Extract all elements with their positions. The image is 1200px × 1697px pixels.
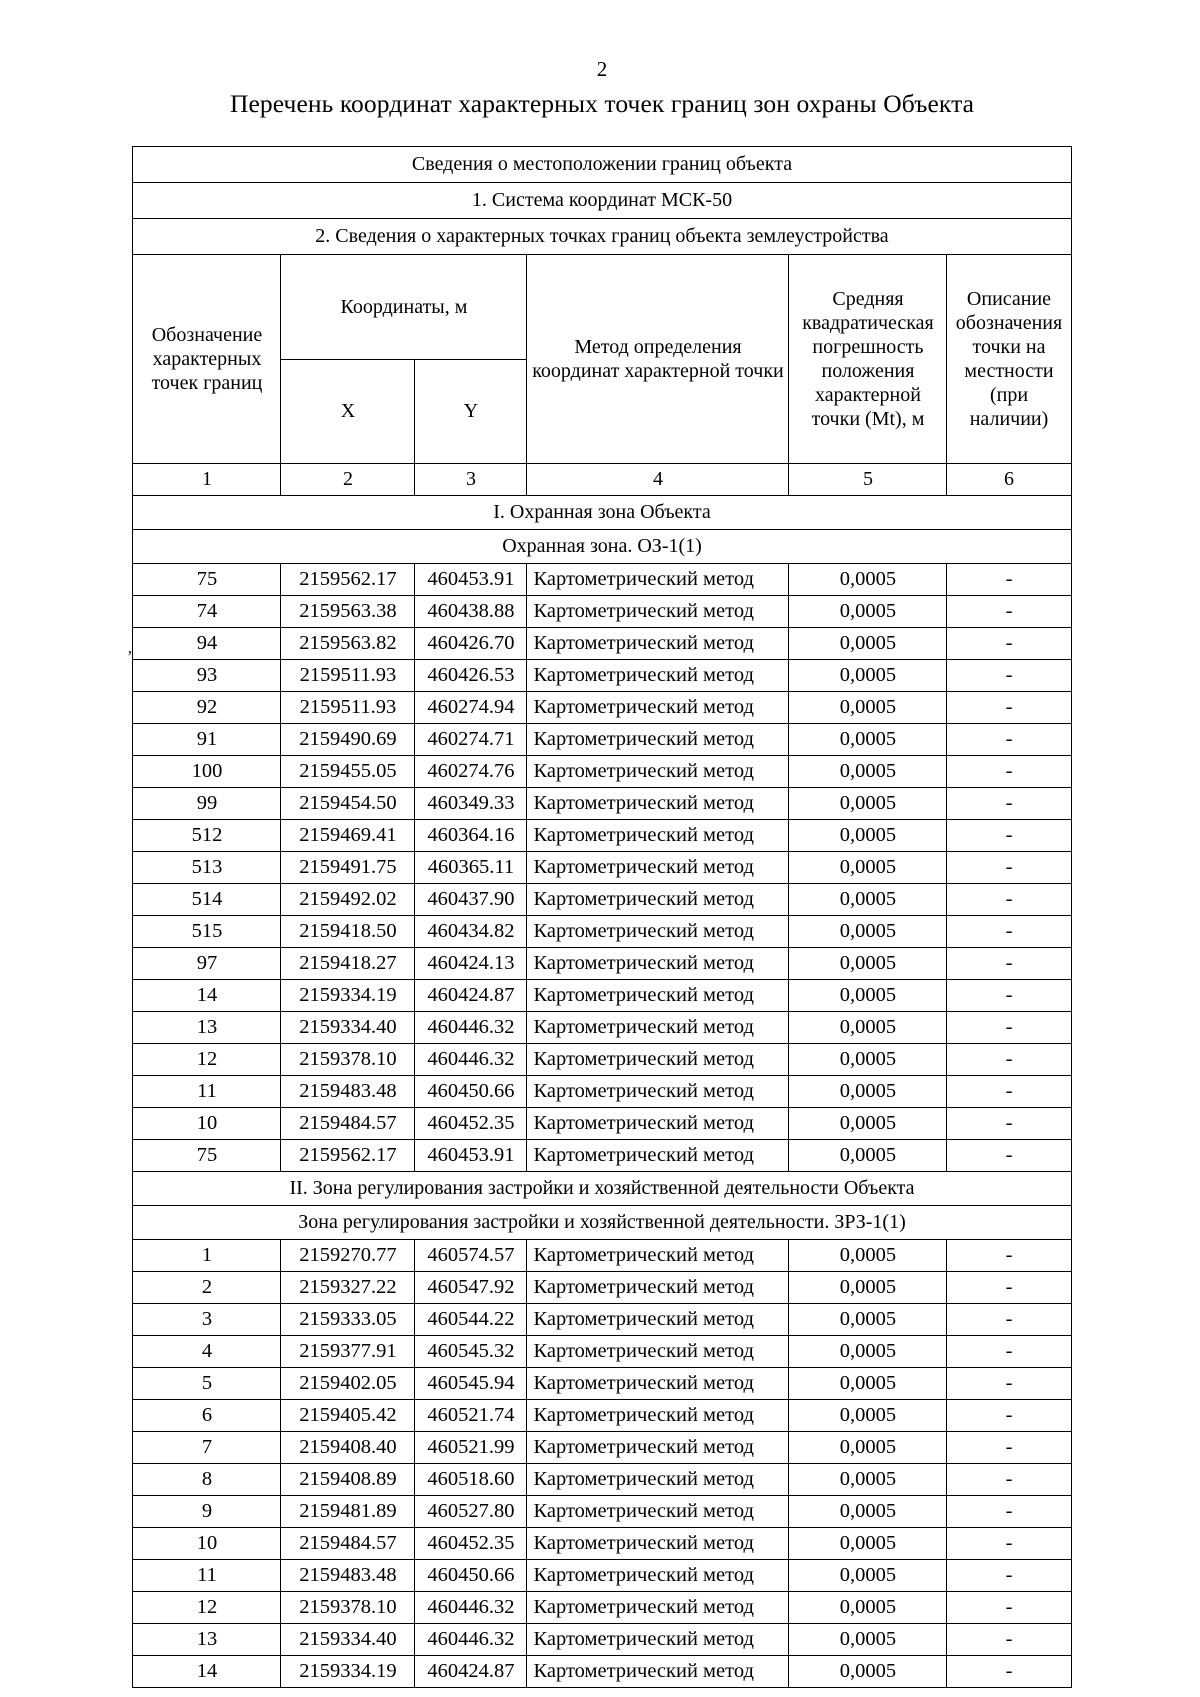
table-row: [133, 884, 1071, 916]
coordinate-x: 2159563.82: [281, 628, 415, 660]
point-description: -: [947, 1044, 1071, 1076]
mean-square-error: 0,0005: [789, 1464, 947, 1496]
coordinate-y: 460453.91: [415, 564, 527, 596]
mean-square-error: 0,0005: [789, 1432, 947, 1464]
point-designation: 10: [133, 1108, 281, 1140]
mean-square-error: 0,0005: [789, 980, 947, 1012]
header-point-designation: Обозначение характерных точек границ: [133, 255, 281, 464]
coordinate-x: 2159402.05: [281, 1368, 415, 1400]
table-row: [133, 948, 1071, 980]
mean-square-error: 0,0005: [789, 1336, 947, 1368]
point-description: -: [947, 1304, 1071, 1336]
coordinate-y: 460364.16: [415, 820, 527, 852]
coordinate-y: 460434.82: [415, 916, 527, 948]
band-row-coordinate-system: [133, 183, 1071, 219]
mean-square-error: 0,0005: [789, 564, 947, 596]
table-row: [133, 564, 1071, 596]
point-description: -: [947, 1076, 1071, 1108]
coordinate-x: 2159483.48: [281, 1076, 415, 1108]
table-row: [133, 1272, 1071, 1304]
table-row: [133, 692, 1071, 724]
table-row: [133, 1336, 1071, 1368]
column-number-2: 2: [281, 464, 415, 496]
coordinate-y: 460426.70: [415, 628, 527, 660]
coordinate-x: 2159484.57: [281, 1108, 415, 1140]
table-row: [133, 788, 1071, 820]
column-number-row: [133, 464, 1071, 496]
section-band-row: [133, 496, 1071, 530]
determination-method: Картометрический метод: [527, 596, 789, 628]
coordinate-y: 460453.91: [415, 1140, 527, 1172]
point-designation: 75: [133, 564, 281, 596]
point-description: -: [947, 1464, 1071, 1496]
coordinate-x: 2159334.40: [281, 1624, 415, 1656]
point-description: -: [947, 1400, 1071, 1432]
table-row: [133, 1108, 1071, 1140]
coordinate-y: 460527.80: [415, 1496, 527, 1528]
coordinate-y: 460450.66: [415, 1560, 527, 1592]
point-description: -: [947, 628, 1071, 660]
coordinate-x: 2159491.75: [281, 852, 415, 884]
coordinate-y: 460438.88: [415, 596, 527, 628]
determination-method: Картометрический метод: [527, 916, 789, 948]
point-designation: 10: [133, 1528, 281, 1560]
point-designation: 9: [133, 1496, 281, 1528]
table-row: [133, 1496, 1071, 1528]
mean-square-error: 0,0005: [789, 660, 947, 692]
coordinate-y: 460426.53: [415, 660, 527, 692]
mean-square-error: 0,0005: [789, 1624, 947, 1656]
mean-square-error: 0,0005: [789, 1400, 947, 1432]
mean-square-error: 0,0005: [789, 1012, 947, 1044]
coordinate-x: 2159408.89: [281, 1464, 415, 1496]
point-description: -: [947, 1336, 1071, 1368]
coordinate-y: 460452.35: [415, 1528, 527, 1560]
coordinate-x: 2159455.05: [281, 756, 415, 788]
point-designation: 94: [133, 628, 281, 660]
zone-band-row: [133, 530, 1071, 564]
determination-method: Картометрический метод: [527, 1272, 789, 1304]
determination-method: Картометрический метод: [527, 884, 789, 916]
point-description: -: [947, 1528, 1071, 1560]
header-mean-square-error: Средняя квадратическая погрешность положения характерной точки (Mt), м: [789, 255, 947, 464]
table-row: [133, 1528, 1071, 1560]
section-band-row: [133, 1172, 1071, 1206]
coordinate-y: 460437.90: [415, 884, 527, 916]
coordinate-y: 460450.66: [415, 1076, 527, 1108]
sections-body: [133, 496, 1071, 1688]
point-description: -: [947, 1592, 1071, 1624]
table-row: [133, 1400, 1071, 1432]
coordinate-x: 2159334.19: [281, 1656, 415, 1688]
coordinate-x: 2159481.89: [281, 1496, 415, 1528]
coordinate-y: 460274.94: [415, 692, 527, 724]
point-description: -: [947, 596, 1071, 628]
mean-square-error: 0,0005: [789, 1140, 947, 1172]
point-description: -: [947, 916, 1071, 948]
mean-square-error: 0,0005: [789, 1304, 947, 1336]
mean-square-error: 0,0005: [789, 1592, 947, 1624]
coordinate-y: 460545.94: [415, 1368, 527, 1400]
table-row: [133, 756, 1071, 788]
point-designation: 92: [133, 692, 281, 724]
stray-ink-mark: ’: [127, 647, 133, 666]
point-description: -: [947, 1432, 1071, 1464]
point-designation: 514: [133, 884, 281, 916]
table-row: [133, 1432, 1071, 1464]
point-description: -: [947, 948, 1071, 980]
point-designation: 4: [133, 1336, 281, 1368]
determination-method: Картометрический метод: [527, 1624, 789, 1656]
point-description: -: [947, 820, 1071, 852]
determination-method: Картометрический метод: [527, 1592, 789, 1624]
point-designation: 513: [133, 852, 281, 884]
table-row: [133, 1304, 1071, 1336]
coordinate-x: 2159562.17: [281, 564, 415, 596]
coordinate-y: 460452.35: [415, 1108, 527, 1140]
coordinate-x: 2159405.42: [281, 1400, 415, 1432]
coordinate-x: 2159511.93: [281, 660, 415, 692]
mean-square-error: 0,0005: [789, 596, 947, 628]
coordinate-x: 2159418.50: [281, 916, 415, 948]
coordinate-y: 460521.99: [415, 1432, 527, 1464]
point-description: -: [947, 788, 1071, 820]
coordinate-x: 2159270.77: [281, 1240, 415, 1272]
mean-square-error: 0,0005: [789, 948, 947, 980]
coordinate-x: 2159378.10: [281, 1044, 415, 1076]
determination-method: Картометрический метод: [527, 1108, 789, 1140]
point-description: -: [947, 1624, 1071, 1656]
point-description: -: [947, 1272, 1071, 1304]
coordinate-y: 460274.76: [415, 756, 527, 788]
determination-method: Картометрический метод: [527, 660, 789, 692]
column-number-6: 6: [947, 464, 1071, 496]
point-designation: 75: [133, 1140, 281, 1172]
mean-square-error: 0,0005: [789, 1560, 947, 1592]
mean-square-error: 0,0005: [789, 820, 947, 852]
coordinate-x: 2159562.17: [281, 1140, 415, 1172]
determination-method: Картометрический метод: [527, 1656, 789, 1688]
coordinate-x: 2159511.93: [281, 692, 415, 724]
point-description: -: [947, 756, 1071, 788]
coordinate-x: 2159454.50: [281, 788, 415, 820]
coordinates-table: [132, 146, 1071, 1688]
determination-method: Картометрический метод: [527, 1432, 789, 1464]
coordinate-x: 2159484.57: [281, 1528, 415, 1560]
coordinate-y: 460446.32: [415, 1044, 527, 1076]
point-designation: 99: [133, 788, 281, 820]
point-designation: 12: [133, 1044, 281, 1076]
header-x: X: [281, 359, 415, 464]
mean-square-error: 0,0005: [789, 1076, 947, 1108]
table-row: [133, 1076, 1071, 1108]
coordinate-y: 460574.57: [415, 1240, 527, 1272]
zone-title: Зона регулирования застройки и хозяйственной деятельности. ЗРЗ-1(1): [133, 1206, 1071, 1240]
section-title: II. Зона регулирования застройки и хозяйственной деятельности Объекта: [133, 1172, 1071, 1206]
coordinate-y: 460424.13: [415, 948, 527, 980]
determination-method: Картометрический метод: [527, 1240, 789, 1272]
coordinate-y: 460545.32: [415, 1336, 527, 1368]
point-description: -: [947, 1140, 1071, 1172]
point-description: -: [947, 884, 1071, 916]
determination-method: Картометрический метод: [527, 1076, 789, 1108]
mean-square-error: 0,0005: [789, 628, 947, 660]
table-row: [133, 660, 1071, 692]
point-designation: 512: [133, 820, 281, 852]
coordinate-y: 460446.32: [415, 1012, 527, 1044]
table-row: [133, 1624, 1071, 1656]
header-method: Метод определения координат характерной точки: [527, 255, 789, 464]
band-object-location: Сведения о местоположении границ объекта: [133, 147, 1071, 183]
coordinate-x: 2159327.22: [281, 1272, 415, 1304]
mean-square-error: 0,0005: [789, 692, 947, 724]
band-row-object-location: [133, 147, 1071, 183]
table-row: [133, 916, 1071, 948]
table-row: [133, 628, 1071, 660]
determination-method: Картометрический метод: [527, 564, 789, 596]
table-row: [133, 1012, 1071, 1044]
point-designation: 3: [133, 1304, 281, 1336]
determination-method: Картометрический метод: [527, 1368, 789, 1400]
mean-square-error: 0,0005: [789, 1368, 947, 1400]
band-coordinate-system: 1. Система координат МСК-50: [133, 183, 1071, 219]
table-row: [133, 1240, 1071, 1272]
point-description: -: [947, 1108, 1071, 1140]
table-row: [133, 1368, 1071, 1400]
point-description: -: [947, 1368, 1071, 1400]
coordinate-x: 2159333.05: [281, 1304, 415, 1336]
coordinate-x: 2159408.40: [281, 1432, 415, 1464]
zone-band-row: [133, 1206, 1071, 1240]
point-designation: 11: [133, 1560, 281, 1592]
determination-method: Картометрический метод: [527, 1304, 789, 1336]
point-description: -: [947, 724, 1071, 756]
coordinate-y: 460424.87: [415, 980, 527, 1012]
point-designation: 2: [133, 1272, 281, 1304]
band-row-points-info: [133, 219, 1071, 255]
coordinate-x: 2159483.48: [281, 1560, 415, 1592]
point-designation: 5: [133, 1368, 281, 1400]
coordinate-y: 460544.22: [415, 1304, 527, 1336]
determination-method: Картометрический метод: [527, 724, 789, 756]
mean-square-error: 0,0005: [789, 852, 947, 884]
coordinate-x: 2159334.19: [281, 980, 415, 1012]
table-row: [133, 1044, 1071, 1076]
point-designation: 14: [133, 1656, 281, 1688]
table-row: [133, 1140, 1071, 1172]
coordinate-y: 460274.71: [415, 724, 527, 756]
determination-method: Картометрический метод: [527, 1140, 789, 1172]
table-row: [133, 1560, 1071, 1592]
mean-square-error: 0,0005: [789, 884, 947, 916]
point-designation: 12: [133, 1592, 281, 1624]
point-designation: 515: [133, 916, 281, 948]
mean-square-error: 0,0005: [789, 1240, 947, 1272]
determination-method: Картометрический метод: [527, 628, 789, 660]
mean-square-error: 0,0005: [789, 788, 947, 820]
table-row: [133, 820, 1071, 852]
point-designation: 93: [133, 660, 281, 692]
point-description: -: [947, 660, 1071, 692]
table-row: [133, 1592, 1071, 1624]
point-description: -: [947, 564, 1071, 596]
point-designation: 1: [133, 1240, 281, 1272]
coordinate-x: 2159378.10: [281, 1592, 415, 1624]
coordinate-x: 2159377.91: [281, 1336, 415, 1368]
determination-method: Картометрический метод: [527, 980, 789, 1012]
column-number-1: 1: [133, 464, 281, 496]
mean-square-error: 0,0005: [789, 724, 947, 756]
coordinate-y: 460446.32: [415, 1592, 527, 1624]
column-number-4: 4: [527, 464, 789, 496]
point-designation: 74: [133, 596, 281, 628]
page-number: 2: [596, 57, 608, 81]
determination-method: Картометрический метод: [527, 756, 789, 788]
coordinate-y: 460349.33: [415, 788, 527, 820]
point-designation: 13: [133, 1624, 281, 1656]
point-designation: 7: [133, 1432, 281, 1464]
coordinate-y: 460521.74: [415, 1400, 527, 1432]
point-designation: 97: [133, 948, 281, 980]
determination-method: Картометрический метод: [527, 788, 789, 820]
point-description: -: [947, 852, 1071, 884]
determination-method: Картометрический метод: [527, 948, 789, 980]
point-description: -: [947, 1240, 1071, 1272]
determination-method: Картометрический метод: [527, 820, 789, 852]
coordinate-x: 2159490.69: [281, 724, 415, 756]
point-description: -: [947, 1496, 1071, 1528]
coordinate-x: 2159334.40: [281, 1012, 415, 1044]
table-row: [133, 724, 1071, 756]
header-coordinates-group: Координаты, м: [281, 255, 527, 360]
coordinate-y: 460365.11: [415, 852, 527, 884]
coordinate-x: 2159563.38: [281, 596, 415, 628]
mean-square-error: 0,0005: [789, 1044, 947, 1076]
column-number-3: 3: [415, 464, 527, 496]
determination-method: Картометрический метод: [527, 1528, 789, 1560]
mean-square-error: 0,0005: [789, 1656, 947, 1688]
point-designation: 6: [133, 1400, 281, 1432]
table-row: [133, 980, 1071, 1012]
point-description: -: [947, 1656, 1071, 1688]
determination-method: Картометрический метод: [527, 1012, 789, 1044]
page-title: Перечень координат характерных точек границ зон охраны Объекта: [229, 89, 975, 118]
point-description: -: [947, 1012, 1071, 1044]
zone-title: Охранная зона. ОЗ-1(1): [133, 530, 1071, 564]
point-designation: 91: [133, 724, 281, 756]
header-y: Y: [415, 359, 527, 464]
table-row: [133, 596, 1071, 628]
determination-method: Картометрический метод: [527, 1336, 789, 1368]
determination-method: Картометрический метод: [527, 1464, 789, 1496]
point-description: -: [947, 1560, 1071, 1592]
determination-method: Картометрический метод: [527, 1496, 789, 1528]
coordinate-y: 460547.92: [415, 1272, 527, 1304]
point-designation: 100: [133, 756, 281, 788]
point-description: -: [947, 980, 1071, 1012]
column-number-5: 5: [789, 464, 947, 496]
mean-square-error: 0,0005: [789, 1528, 947, 1560]
determination-method: Картометрический метод: [527, 1044, 789, 1076]
point-description: -: [947, 692, 1071, 724]
coordinate-y: 460518.60: [415, 1464, 527, 1496]
section-title: I. Охранная зона Объекта: [133, 496, 1071, 530]
header-row-top: [133, 255, 1071, 360]
table-row: [133, 1656, 1071, 1688]
mean-square-error: 0,0005: [789, 916, 947, 948]
coordinate-y: 460424.87: [415, 1656, 527, 1688]
coordinate-x: 2159469.41: [281, 820, 415, 852]
band-points-info: 2. Сведения о характерных точках границ объекта землеустройства: [133, 219, 1071, 255]
table-row: [133, 852, 1071, 884]
point-designation: 14: [133, 980, 281, 1012]
point-designation: 13: [133, 1012, 281, 1044]
coordinate-x: 2159492.02: [281, 884, 415, 916]
mean-square-error: 0,0005: [789, 1496, 947, 1528]
table-body: [133, 147, 1071, 496]
mean-square-error: 0,0005: [789, 756, 947, 788]
determination-method: Картометрический метод: [527, 1560, 789, 1592]
point-designation: 8: [133, 1464, 281, 1496]
coordinate-x: 2159418.27: [281, 948, 415, 980]
table-row: [133, 1464, 1071, 1496]
determination-method: Картометрический метод: [527, 1400, 789, 1432]
header-point-description: Описание обозначения точки на местности (при наличии): [947, 255, 1071, 464]
point-designation: 11: [133, 1076, 281, 1108]
mean-square-error: 0,0005: [789, 1272, 947, 1304]
determination-method: Картометрический метод: [527, 692, 789, 724]
determination-method: Картометрический метод: [527, 852, 789, 884]
mean-square-error: 0,0005: [789, 1108, 947, 1140]
coordinate-y: 460446.32: [415, 1624, 527, 1656]
